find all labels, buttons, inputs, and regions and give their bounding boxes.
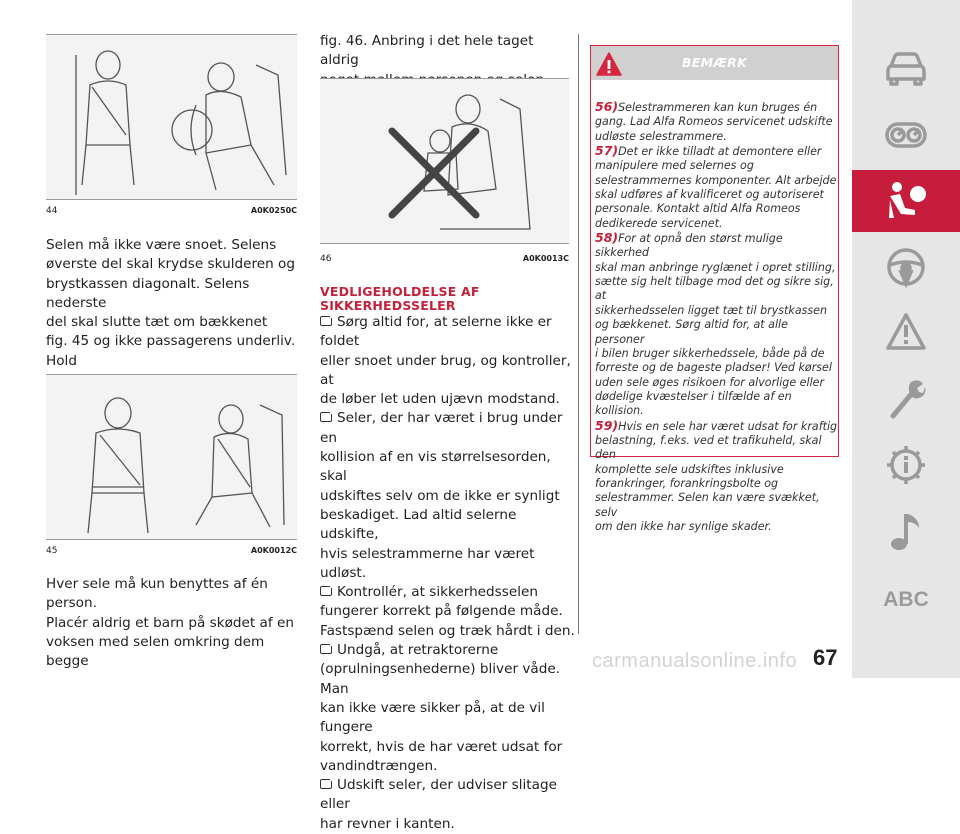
checkbox-bullet-icon bbox=[320, 644, 332, 654]
note-entry-text: forreste og de bageste pladser! Ved kørsel bbox=[595, 361, 832, 375]
sidebar-item-dashboard[interactable] bbox=[852, 104, 960, 166]
column1-paragraph-2 bbox=[46, 575, 302, 671]
list-item-text: korrekt, hvis de har været udsat for bbox=[320, 738, 563, 755]
note-entry bbox=[595, 100, 839, 144]
sidebar-item-vehicle[interactable] bbox=[852, 38, 960, 100]
note-entry-text: dødelige kvæstelser i tilfælde af en kollision. bbox=[595, 389, 792, 418]
note-entries bbox=[595, 100, 839, 534]
steering-wheel-icon bbox=[885, 244, 927, 290]
airbag-icon bbox=[885, 178, 929, 224]
note-entry-text: i bilen bruger sikkerhedssele, både på de bbox=[595, 346, 825, 360]
sidebar-item-safety[interactable] bbox=[852, 170, 960, 232]
note-entry bbox=[595, 144, 839, 231]
list-item-text: udskiftes selv om de ikke er synligt bbox=[320, 487, 560, 504]
note-entry-text: skal udføres af kvalificeret og autoriseret bbox=[595, 188, 824, 202]
wrench-icon bbox=[885, 376, 927, 422]
list-item-text: de løber let uden ujævn modstand. bbox=[320, 391, 560, 408]
music-note-icon bbox=[885, 508, 927, 554]
sidebar-item-maintenance[interactable] bbox=[852, 368, 960, 430]
text-line: Hver sele må kun benyttes af én person. bbox=[46, 576, 268, 612]
list-item-text: kan ikke være sikker på, at de vil fungere bbox=[320, 699, 545, 736]
note-header bbox=[591, 46, 838, 80]
dashboard-icon bbox=[885, 112, 927, 158]
list-item-text: har revner i kanten. bbox=[320, 815, 455, 832]
chapter-sidebar bbox=[852, 0, 960, 678]
note-entry-number: 57) bbox=[595, 143, 619, 159]
text-line: øverste del skal krydse skulderen og bbox=[46, 256, 296, 273]
note-entry-text: Hvis en sele har været udsat for kraftig bbox=[618, 419, 838, 433]
note-entry-number: 59) bbox=[595, 417, 619, 433]
prohibited-cross-mark bbox=[392, 131, 476, 215]
list-item-text: Fastspænd selen og træk hårdt i den. bbox=[320, 622, 575, 639]
list-item-text: Kontrollér, at sikkerhedsselen bbox=[337, 584, 538, 601]
section-title bbox=[320, 285, 572, 312]
figure-44-number: 44 bbox=[46, 206, 58, 216]
note-entry-text: belastning, f.eks. ved et trafikuheld, skal den bbox=[595, 433, 822, 462]
note-entry bbox=[595, 231, 839, 418]
text-line: Placér aldrig et barn på skødet af en bbox=[46, 614, 294, 631]
list-item-text: kollision af en vis størrelsesorden, skal bbox=[320, 449, 551, 485]
list-item-text: Undgå, at retraktorerne bbox=[337, 642, 499, 659]
note-entry-text: dedikerede servicenet. bbox=[595, 216, 723, 230]
page-number: 67 bbox=[813, 645, 838, 670]
warning-icon bbox=[885, 310, 927, 356]
text-line: fig. 45 og ikke passagerens underliv. Hold bbox=[46, 333, 296, 369]
list-item-text: Udskift seler, der udviser slitage eller bbox=[320, 777, 557, 813]
text-line: Selen må ikke være snoet. Selens bbox=[46, 237, 277, 253]
figure-46-image bbox=[320, 78, 569, 244]
figure-46-code: A0K0013C bbox=[522, 254, 569, 263]
sidebar-item-driving[interactable] bbox=[852, 236, 960, 298]
sidebar-item-warnings[interactable] bbox=[852, 302, 960, 364]
list-item-text: fungerer korrekt på følgende måde. bbox=[320, 603, 563, 620]
note-entry-text: komplette sele udskiftes inklusive bbox=[595, 462, 784, 476]
list-item bbox=[320, 776, 576, 834]
figure-46-number: 46 bbox=[320, 254, 332, 264]
list-item-text: beskadiget. Lad altid selerne udskifte, bbox=[320, 506, 517, 543]
note-entry-text: udløste selestrammere. bbox=[595, 129, 727, 143]
note-entry-text: skal man anbringe ryglænet i opret stilling, bbox=[595, 260, 836, 274]
note-entry-text: uden sele øges risikoen for alvorlige eller bbox=[595, 375, 825, 389]
text-line: fig. 46. Anbring i det hele taget aldrig bbox=[320, 33, 534, 69]
list-item bbox=[320, 583, 576, 641]
list-item bbox=[320, 641, 576, 776]
note-title: BEMÆRK bbox=[681, 55, 748, 70]
note-entry-text: For at opnå den størst mulige sikkerhed bbox=[595, 232, 783, 260]
checkbox-bullet-icon bbox=[320, 586, 332, 596]
list-item-text: Seler, der har været i brug under en bbox=[320, 410, 563, 446]
note-entry-text: Selestrammeren kan kun bruges én bbox=[618, 101, 818, 114]
service-icon bbox=[885, 442, 927, 488]
figure-45-image bbox=[46, 374, 297, 540]
sidebar-item-multimedia[interactable] bbox=[852, 500, 960, 562]
text-line: del skal slutte tæt om bækkenet bbox=[46, 314, 268, 331]
note-entry-text: om den ikke har synlige skader. bbox=[595, 519, 772, 533]
note-box bbox=[590, 45, 839, 533]
list-item-text: hvis selestrammerne har været udløst. bbox=[320, 545, 535, 581]
car-icon bbox=[885, 46, 927, 92]
note-entry-text: gang. Lad Alfa Romeos servicenet udskifte bbox=[595, 115, 833, 129]
belted-passengers-illustration bbox=[46, 375, 297, 541]
text-line: voksen med selen omkring dem begge bbox=[46, 633, 265, 670]
note-entry-text: manipulere med selernes og bbox=[595, 159, 754, 173]
section-title-line: SIKKERHEDSSELER bbox=[320, 297, 456, 313]
sidebar-item-service[interactable] bbox=[852, 434, 960, 496]
sidebar-item-index[interactable]: ABC bbox=[883, 588, 929, 611]
figure-45-code: A0K0012C bbox=[250, 546, 297, 555]
list-item-text: eller snoet under brug, og kontroller, at bbox=[320, 352, 571, 388]
checkbox-bullet-icon bbox=[320, 412, 332, 422]
section-title-line: VEDLIGEHOLDELSE AF bbox=[320, 284, 480, 299]
note-entry-text: forankringer, forankringsbolte og bbox=[595, 476, 779, 490]
note-entry-text: sikkerhedsselen ligget tæt til brystkassen bbox=[595, 303, 828, 317]
watermark: carmanualsonline.info bbox=[592, 650, 798, 672]
note-entry-number: 56) bbox=[595, 99, 619, 114]
text-line: brystkassen diagonalt. Selens nederste bbox=[46, 275, 250, 311]
list-item bbox=[320, 409, 576, 583]
list-item-text: (oprulningsenhederne) bliver våde. Man bbox=[320, 661, 561, 697]
note-entry bbox=[595, 419, 839, 535]
maintenance-list bbox=[320, 313, 576, 834]
child-on-lap-prohibited-illustration bbox=[320, 79, 569, 245]
list-item-text: Sørg altid for, at selerne ikke er foldet bbox=[320, 314, 552, 350]
note-entry-text: Det er ikke tilladt at demontere eller bbox=[618, 145, 822, 159]
seated-passengers-illustration bbox=[46, 35, 297, 201]
figure-44-code: A0K0250C bbox=[250, 206, 297, 215]
figure-45-number: 45 bbox=[46, 546, 58, 556]
note-entry-text: sætte sig helt tilbage mod det og sikre sig, at bbox=[595, 275, 834, 303]
note-entry-number: 58) bbox=[595, 230, 619, 246]
note-entry-text: selestrammernes komponenter. Alt arbejde bbox=[595, 173, 837, 187]
checkbox-bullet-icon bbox=[320, 779, 332, 789]
note-entry-text: personale. Kontakt altid Alfa Romeos bbox=[595, 202, 801, 216]
list-item-text: vandindtrængen. bbox=[320, 757, 438, 774]
checkbox-bullet-icon bbox=[320, 316, 332, 326]
figure-44-image bbox=[46, 34, 297, 200]
note-entry-text: selestrammer. Selen kan være svækket, selv bbox=[595, 491, 820, 519]
list-item bbox=[320, 313, 576, 409]
note-entry-text: og bækkenet. Sørg altid for, at alle personer bbox=[595, 318, 788, 346]
column-divider bbox=[578, 34, 579, 634]
